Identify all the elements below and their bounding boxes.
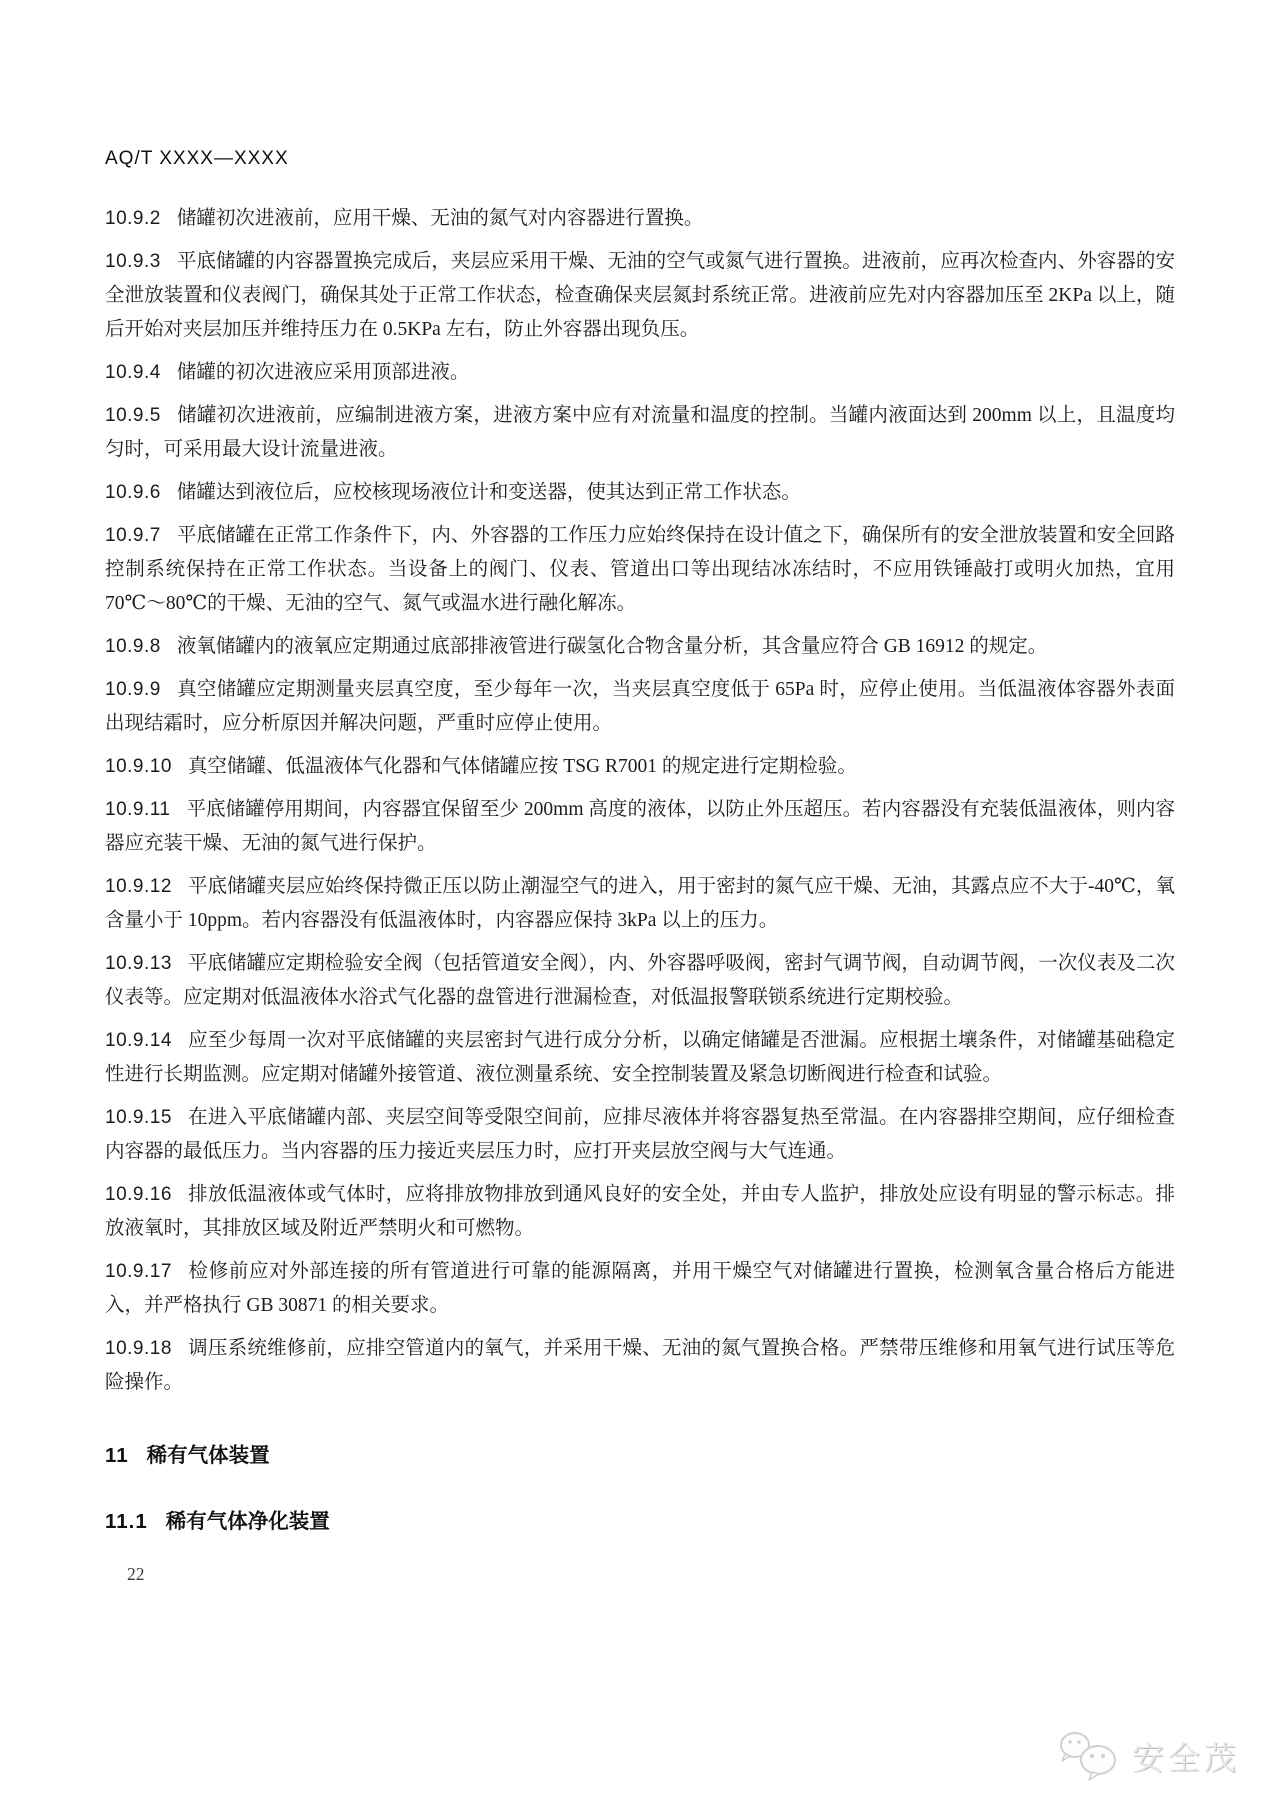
clause-text: 储罐达到液位后，应校核现场液位计和变送器，使其达到正常工作状态。 — [176, 482, 801, 503]
section-title: 稀有气体装置 — [146, 1444, 270, 1467]
clause-number: 10.9.10 — [105, 756, 172, 777]
clause-text: 真空储罐、低温液体气化器和气体储罐应按 TSG R7001 的规定进行定期检验。 — [187, 756, 857, 777]
doc-code-header: AQ/T XXXX—XXXX — [105, 148, 289, 169]
clause-10-9-5 — [105, 399, 1175, 467]
clause-text: 调压系统维修前，应排空管道内的氧气，并采用干燥、无油的氮气置换合格。严禁带压维修和用氧气进行试压等危险操作。 — [105, 1338, 1175, 1393]
clause-text: 平底储罐在正常工作条件下，内、外容器的工作压力应始终保持在设计值之下，确保所有的安全泄放装置和安全回路控制系统保持在正常工作状态。当设备上的阀门、仪表、管道出口等出现结冰冻结时，不应用铁锤敲打或明火加热，宜用 70℃～80℃的干燥、无油的空气、氮气或温水进行融化解冻。 — [105, 525, 1175, 614]
clause-number: 10.9.5 — [105, 405, 161, 426]
clause-10-9-16 — [105, 1178, 1175, 1246]
clause-10-9-17 — [105, 1255, 1175, 1323]
clause-text: 储罐初次进液前，应编制进液方案，进液方案中应有对流量和温度的控制。当罐内液面达到 200mm 以上，且温度均匀时，可采用最大设计流量进液。 — [105, 405, 1175, 460]
clause-number: 10.9.9 — [105, 679, 161, 700]
clause-text: 排放低温液体或气体时，应将排放物排放到通风良好的安全处，并由专人监护，排放处应设有明显的警示标志。排放液氧时，其排放区域及附近严禁明火和可燃物。 — [105, 1184, 1175, 1239]
clause-text: 在进入平底储罐内部、夹层空间等受限空间前，应排尽液体并将容器复热至常温。在内容器排空期间，应仔细检查内容器的最低压力。当内容器的压力接近夹层压力时，应打开夹层放空阀与大气连通。 — [105, 1107, 1175, 1162]
clause-text: 真空储罐应定期测量夹层真空度，至少每年一次，当夹层真空度低于 65Pa 时，应停止使用。当低温液体容器外表面出现结霜时，应分析原因并解决问题，严重时应停止使用。 — [105, 679, 1175, 734]
section-number: 11.1 — [105, 1510, 148, 1533]
clause-text: 平底储罐应定期检验安全阀（包括管道安全阀），内、外容器呼吸阀，密封气调节阀，自动调节阀，一次仪表及二次仪表等。应定期对低温液体水浴式气化器的盘管进行泄漏检查，对低温报警联锁系统进行定期校验。 — [105, 953, 1175, 1008]
clause-text: 检修前应对外部连接的所有管道进行可靠的能源隔离，并用干燥空气对储罐进行置换，检测氧含量合格后方能进入，并严格执行 GB 30871 的相关要求。 — [105, 1261, 1175, 1316]
clause-text: 平底储罐夹层应始终保持微正压以防止潮湿空气的进入，用于密封的氮气应干燥、无油，其露点应不大于-40℃，氧含量小于 10ppm。若内容器没有低温液体时，内容器应保持 3kPa 以上的压力。 — [105, 876, 1175, 931]
clause-text: 储罐初次进液前，应用干燥、无油的氮气对内容器进行置换。 — [176, 208, 704, 229]
clause-10-9-18 — [105, 1332, 1175, 1400]
clause-10-9-7 — [105, 519, 1175, 621]
wechat-chat-bubbles-icon — [1056, 1730, 1120, 1782]
clause-10-9-13 — [105, 947, 1175, 1015]
clause-10-9-15 — [105, 1101, 1175, 1169]
section-number: 11 — [105, 1444, 129, 1467]
clause-number: 10.9.2 — [105, 208, 161, 229]
clause-text: 平底储罐的内容器置换完成后，夹层应采用干燥、无油的空气或氮气进行置换。进液前，应再次检查内、外容器的安全泄放装置和仪表阀门，确保其处于正常工作状态，检查确保夹层氮封系统正常。进液前应先对内容器加压至 2KPa 以上，随后开始对夹层加压并维持压力在 0.5KPa 左右，防止外容器出现负压。 — [105, 251, 1175, 340]
clause-number: 10.9.17 — [105, 1261, 172, 1282]
clause-text: 液氧储罐内的液氧应定期通过底部排液管进行碳氢化合物含量分析，其含量应符合 GB 16912 的规定。 — [176, 636, 1048, 657]
clause-number: 10.9.14 — [105, 1030, 172, 1051]
clause-number: 10.9.18 — [105, 1338, 172, 1359]
watermark-text: 安全茂 — [1131, 1740, 1240, 1776]
clause-10-9-3 — [105, 245, 1175, 347]
clause-10-9-9 — [105, 673, 1175, 741]
clause-10-9-10 — [105, 750, 1175, 784]
watermark — [1056, 1730, 1240, 1782]
clause-10-9-12 — [105, 870, 1175, 938]
clause-number: 10.9.7 — [105, 525, 161, 546]
clause-number: 10.9.8 — [105, 636, 161, 657]
clause-text: 储罐的初次进液应采用顶部进液。 — [176, 362, 470, 383]
clause-number: 10.9.12 — [105, 876, 172, 897]
section-title: 稀有气体净化装置 — [165, 1510, 330, 1533]
clause-10-9-2 — [105, 202, 1175, 236]
clause-number: 10.9.11 — [105, 799, 171, 820]
clause-10-9-8 — [105, 630, 1175, 664]
clause-number: 10.9.16 — [105, 1184, 172, 1205]
page-number: 22 — [127, 1564, 145, 1584]
clause-text: 应至少每周一次对平底储罐的夹层密封气进行成分分析，以确定储罐是否泄漏。应根据土壤条件，对储罐基础稳定性进行长期监测。应定期对储罐外接管道、液位测量系统、安全控制装置及紧急切断阀进行检查和试验。 — [105, 1030, 1175, 1085]
clause-text: 平底储罐停用期间，内容器宜保留至少 200mm 高度的液体，以防止外压超压。若内容器没有充装低温液体，则内容器应充装干燥、无油的氮气进行保护。 — [105, 799, 1175, 854]
clause-10-9-11 — [105, 793, 1175, 861]
clause-10-9-4 — [105, 356, 1175, 390]
clause-10-9-6 — [105, 476, 1175, 510]
clause-number: 10.9.15 — [105, 1107, 172, 1128]
clause-number: 10.9.4 — [105, 362, 161, 383]
clause-number: 10.9.6 — [105, 482, 161, 503]
clause-number: 10.9.3 — [105, 251, 161, 272]
clause-10-9-14 — [105, 1024, 1175, 1092]
section-heading-11 — [105, 1438, 1175, 1468]
section-heading-11-1 — [105, 1504, 1175, 1534]
clause-number: 10.9.13 — [105, 953, 172, 974]
